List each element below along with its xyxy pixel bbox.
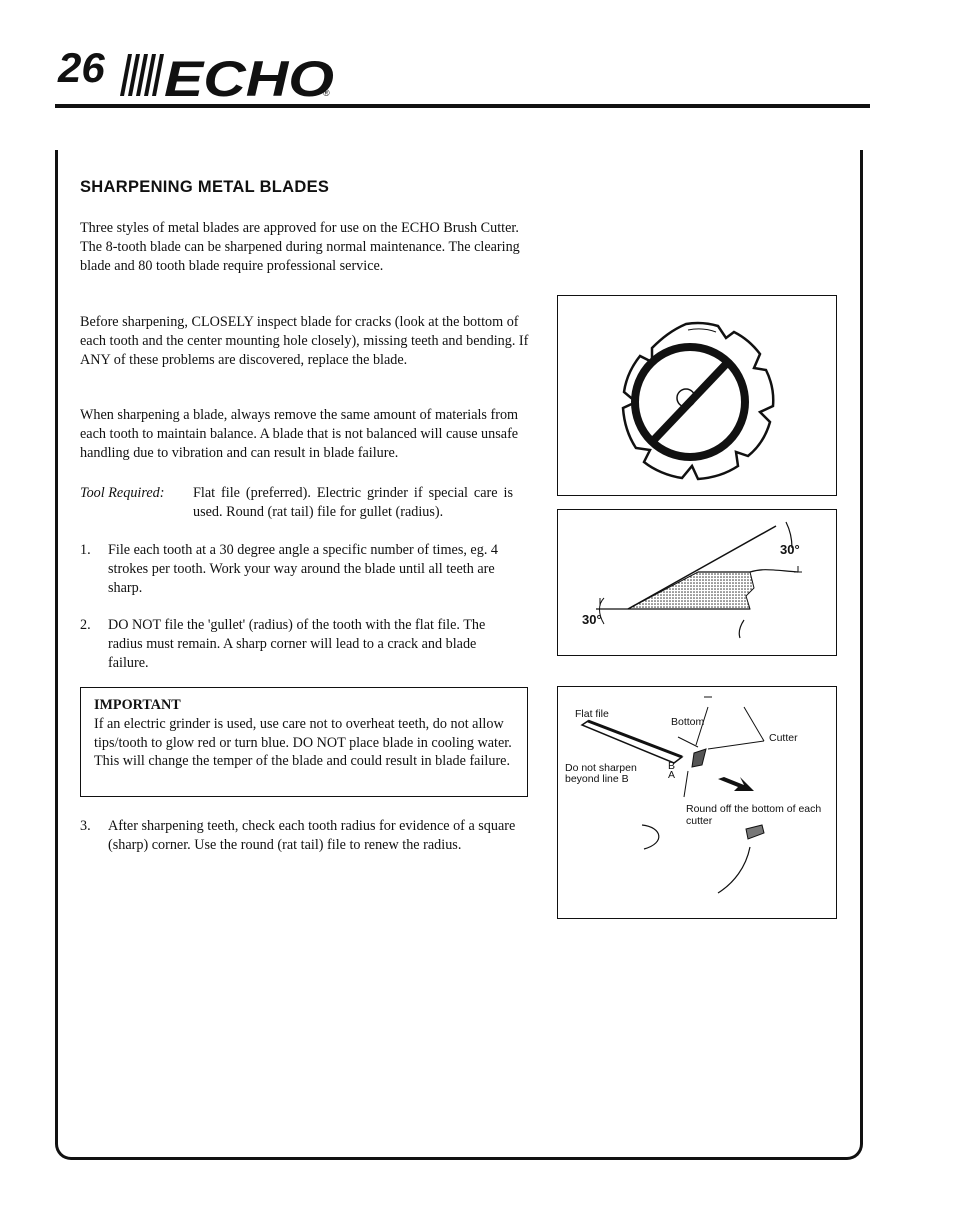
- line-a-label: A: [668, 769, 676, 781]
- step-number: 3.: [80, 818, 91, 834]
- step-text: File each tooth at a 30 degree angle a specific number of times, eg. 4 strokes per tooth. Work your way around the blade until all teeth are sharp.: [108, 542, 499, 596]
- echo-logo: [118, 52, 343, 100]
- step-number: 1.: [80, 542, 91, 558]
- flat-file-label: Flat file: [575, 708, 609, 720]
- file-detail-figure: [557, 686, 837, 919]
- inspect-paragraph: Before sharpening, CLOSELY inspect blade for cracks (look at the bottom of each tooth and the center mounting hole closely), missing teeth and bending. If ANY of these problems are discovered, replace the blade.: [80, 314, 529, 368]
- header-rule: [55, 104, 870, 108]
- page-number: 26: [58, 44, 105, 91]
- angle-illustration: [558, 510, 838, 657]
- prohibited-blade-figure: [557, 295, 837, 496]
- tool-required-label: Tool Required:: [80, 485, 165, 501]
- line-b-label: B: [668, 760, 676, 772]
- important-title: IMPORTANT: [94, 697, 181, 713]
- bottom-angle-label: 30°: [582, 612, 602, 627]
- important-text: If an electric grinder is used, use care not to overheat teeth, do not allow tips/tooth to glow red or turn blue. DO NOT place blade in cooling water. This will change the temper of the blade and could result in blade failure.: [94, 715, 512, 770]
- svg-text:ECHO: ECHO: [164, 52, 335, 100]
- round-off-label: Round off the bottom of each cutter: [686, 803, 822, 827]
- do-not-sharpen-label: Do not sharpen beyond line B: [565, 762, 637, 785]
- tool-required-text: Flat file (preferred). Electric grinder if special care is used. Round (rat tail) file for gullet (radius).: [193, 485, 513, 520]
- cutter-label: Cutter: [769, 732, 798, 744]
- registered-mark: ®: [323, 88, 330, 98]
- prohibited-blade-illustration: [558, 296, 838, 497]
- step-number: 2.: [80, 617, 91, 633]
- step-text: DO NOT file the 'gullet' (radius) of the tooth with the flat file. The radius must remain. A sharp corner will lead to a crack and blade failure.: [108, 617, 486, 671]
- angle-figure: [557, 509, 837, 656]
- step-text: After sharpening teeth, check each tooth radius for evidence of a square (sharp) corner. Use the round (rat tail) file to renew the radius.: [108, 818, 516, 853]
- bottom-label: Bottom: [671, 716, 705, 728]
- important-notice: [80, 687, 528, 797]
- intro-paragraph: Three styles of metal blades are approved for use on the ECHO Brush Cutter. The 8-tooth blade can be sharpened during normal maintenance. The clearing blade and 80 tooth blade require professional service.: [80, 220, 520, 274]
- balance-paragraph: When sharpening a blade, always remove the same amount of materials from each tooth to maintain balance. A blade that is not balanced will cause unsafe handling due to vibration and can result in blade failure.: [80, 407, 519, 461]
- top-angle-label: 30°: [780, 542, 800, 557]
- section-title: SHARPENING METAL BLADES: [80, 178, 330, 196]
